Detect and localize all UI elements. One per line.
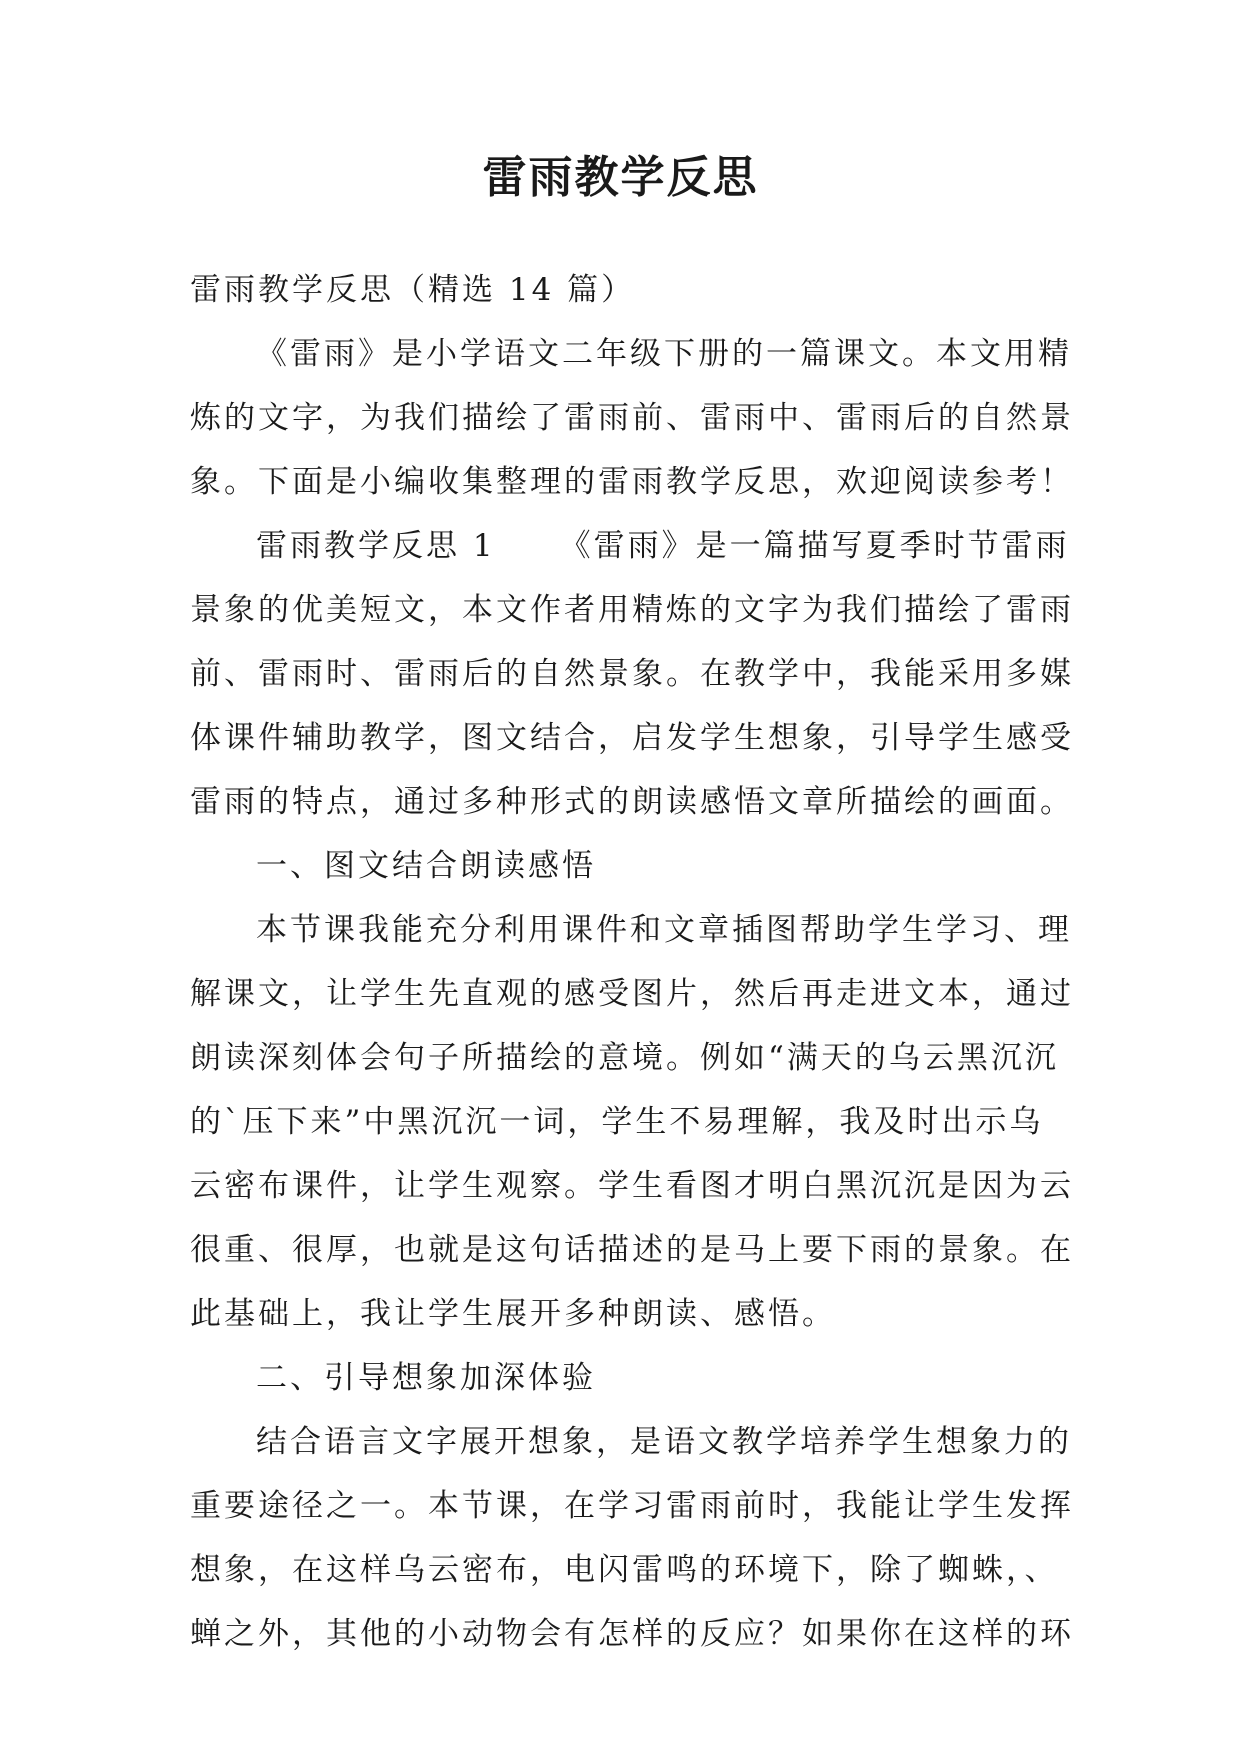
paragraph-line: 云密布课件，让学生观察。学生看图才明白黑沉沉是因为云 — [190, 1168, 1074, 1204]
paragraph-line: 炼的文字，为我们描绘了雷雨前、雷雨中、雷雨后的自然景 — [190, 400, 1074, 436]
document-title: 雷雨教学反思 — [482, 152, 759, 203]
paragraph-line: 朗读深刻体会句子所描绘的意境。例如“满天的乌云黑沉沉 — [190, 1040, 1059, 1076]
paragraph-line: 此基础上，我让学生展开多种朗读、感悟。 — [190, 1296, 836, 1332]
paragraph-line: 蝉之外，其他的小动物会有怎样的反应？如果你在这样的环 — [190, 1616, 1074, 1652]
paragraph-line: 景象的优美短文，本文作者用精炼的文字为我们描绘了雷雨 — [190, 592, 1074, 628]
paragraph-line: 解课文，让学生先直观的感受图片，然后再走进文本，通过 — [190, 976, 1074, 1012]
section-heading-line — [190, 514, 1070, 578]
paragraph-line: 想象，在这样乌云密布，电闪雷鸣的环境下，除了蜘蛛，、 — [190, 1552, 1059, 1588]
paragraph-line: 前、雷雨时、雷雨后的自然景象。在教学中，我能采用多媒 — [190, 656, 1074, 692]
paragraph-line: 的`压下来”中黑沉沉一词，学生不易理解，我及时出示乌 — [190, 1104, 1044, 1140]
paragraph-line: 很重、很厚，也就是这句话描述的是马上要下雨的景象。在 — [190, 1232, 1074, 1268]
paragraph-line: 重要途径之一。本节课，在学习雷雨前时，我能让学生发挥 — [190, 1488, 1074, 1524]
document-body — [190, 258, 1074, 1666]
subheading-line: 二、引导想象加深体验 — [256, 1360, 596, 1396]
paragraph-line: 结合语言文字展开想象，是语文教学培养学生想象力的 — [256, 1424, 1072, 1460]
section-heading-label: 雷雨教学反思 1 — [256, 528, 496, 564]
section-heading-text: 《雷雨》是一篇描写夏季时节雷雨 — [559, 528, 1070, 564]
paragraph-line: 本节课我能充分利用课件和文章插图帮助学生学习、理 — [256, 912, 1072, 948]
paragraph-line: 体课件辅助教学，图文结合，启发学生想象，引导学生感受 — [190, 720, 1074, 756]
paragraph-line: 《雷雨》是小学语文二年级下册的一篇课文。本文用精 — [256, 336, 1072, 372]
paragraph-line: 象。下面是小编收集整理的雷雨教学反思，欢迎阅读参考！ — [190, 464, 1074, 500]
subtitle-line: 雷雨教学反思（精选 14 篇） — [190, 272, 636, 308]
paragraph-line: 雷雨的特点，通过多种形式的朗读感悟文章所描绘的画面。 — [190, 784, 1074, 820]
subheading-line: 一、图文结合朗读感悟 — [256, 848, 596, 884]
